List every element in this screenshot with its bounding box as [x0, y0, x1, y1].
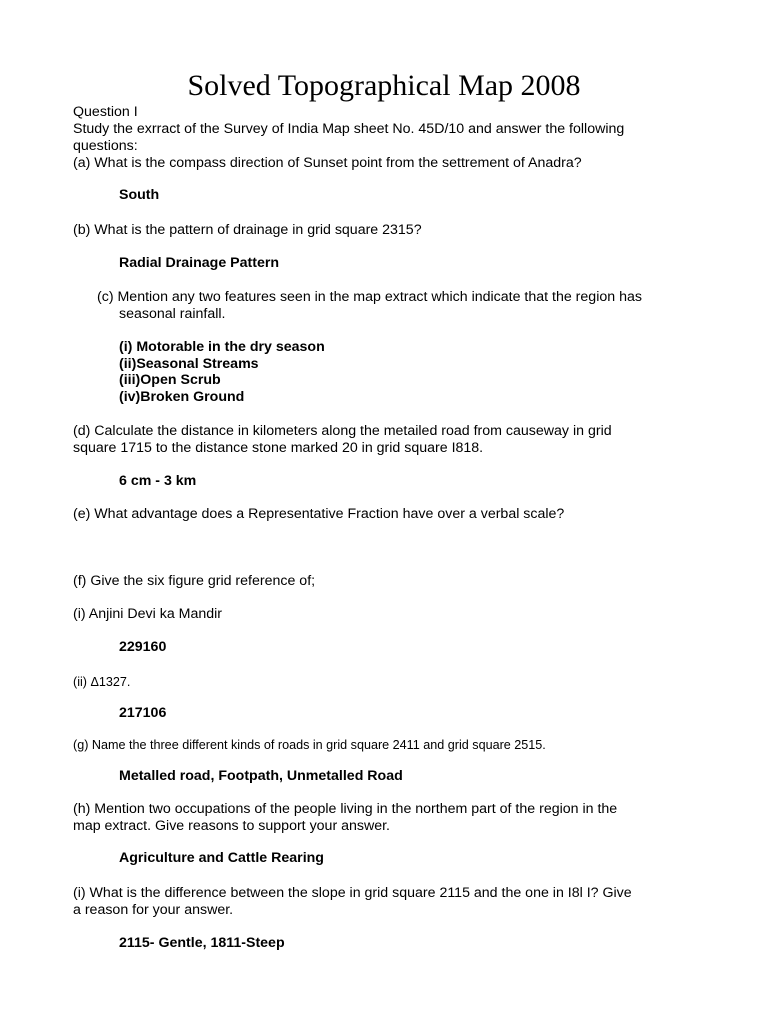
answer-c-item: (i) Motorable in the dry season: [119, 339, 325, 355]
question-f: (f) Give the six figure grid reference of;: [73, 573, 316, 589]
page-title: Solved Topographical Map 2008: [187, 69, 581, 102]
question-c-line-1: (c) Mention any two features seen in the map extract which indicate that the region has: [97, 289, 642, 305]
answer-c-item: (ii)Seasonal Streams: [119, 356, 259, 372]
question-g: (g) Name the three different kinds of roads in grid square 2411 and grid square 2515.: [73, 738, 546, 752]
answer-g: Metalled road, Footpath, Unmetalled Road: [119, 768, 403, 784]
question-i-line-2: a reason for your answer.: [73, 902, 234, 918]
question-d-line-2: square 1715 to the distance stone marked 20 in grid square I818.: [73, 440, 484, 456]
question-f-i: (i) Anjini Devi ka Mandir: [73, 606, 223, 622]
answer-i: 2115- Gentle, 1811-Steep: [119, 935, 285, 951]
answer-d: 6 cm - 3 km: [119, 473, 197, 489]
answer-f-ii: 217106: [119, 705, 167, 721]
question-c-line-2: seasonal rainfall.: [119, 306, 226, 322]
question-header: Question I: [73, 104, 138, 120]
question-a: (a) What is the compass direction of Sunset point from the settrement of Anadra?: [73, 155, 582, 171]
question-b: (b) What is the pattern of drainage in grid square 2315?: [73, 222, 422, 238]
question-e: (e) What advantage does a Representative Fraction have over a verbal scale?: [73, 506, 565, 522]
intro-line-1: Study the exrract of the Survey of India Map sheet No. 45D/10 and answer the following: [73, 121, 625, 137]
answer-f-i: 229160: [119, 639, 167, 655]
question-h-line-2: map extract. Give reasons to support your answer.: [73, 818, 391, 834]
answer-c-item: (iii)Open Scrub: [119, 372, 221, 388]
question-f-ii: (ii) Δ1327.: [73, 675, 131, 689]
question-d-line-1: (d) Calculate the distance in kilometers along the metailed road from causeway in grid: [73, 423, 612, 439]
question-h-line-1: (h) Mention two occupations of the people living in the northem part of the region in the: [73, 801, 618, 817]
question-i-line-1: (i) What is the difference between the slope in grid square 2115 and the one in I8l I? Give: [73, 885, 632, 901]
answer-b: Radial Drainage Pattern: [119, 255, 280, 271]
answer-a: South: [119, 187, 160, 203]
answer-c-item: (iv)Broken Ground: [119, 389, 245, 405]
intro-line-2: questions:: [73, 138, 138, 154]
answer-h: Agriculture and Cattle Rearing: [119, 850, 324, 866]
